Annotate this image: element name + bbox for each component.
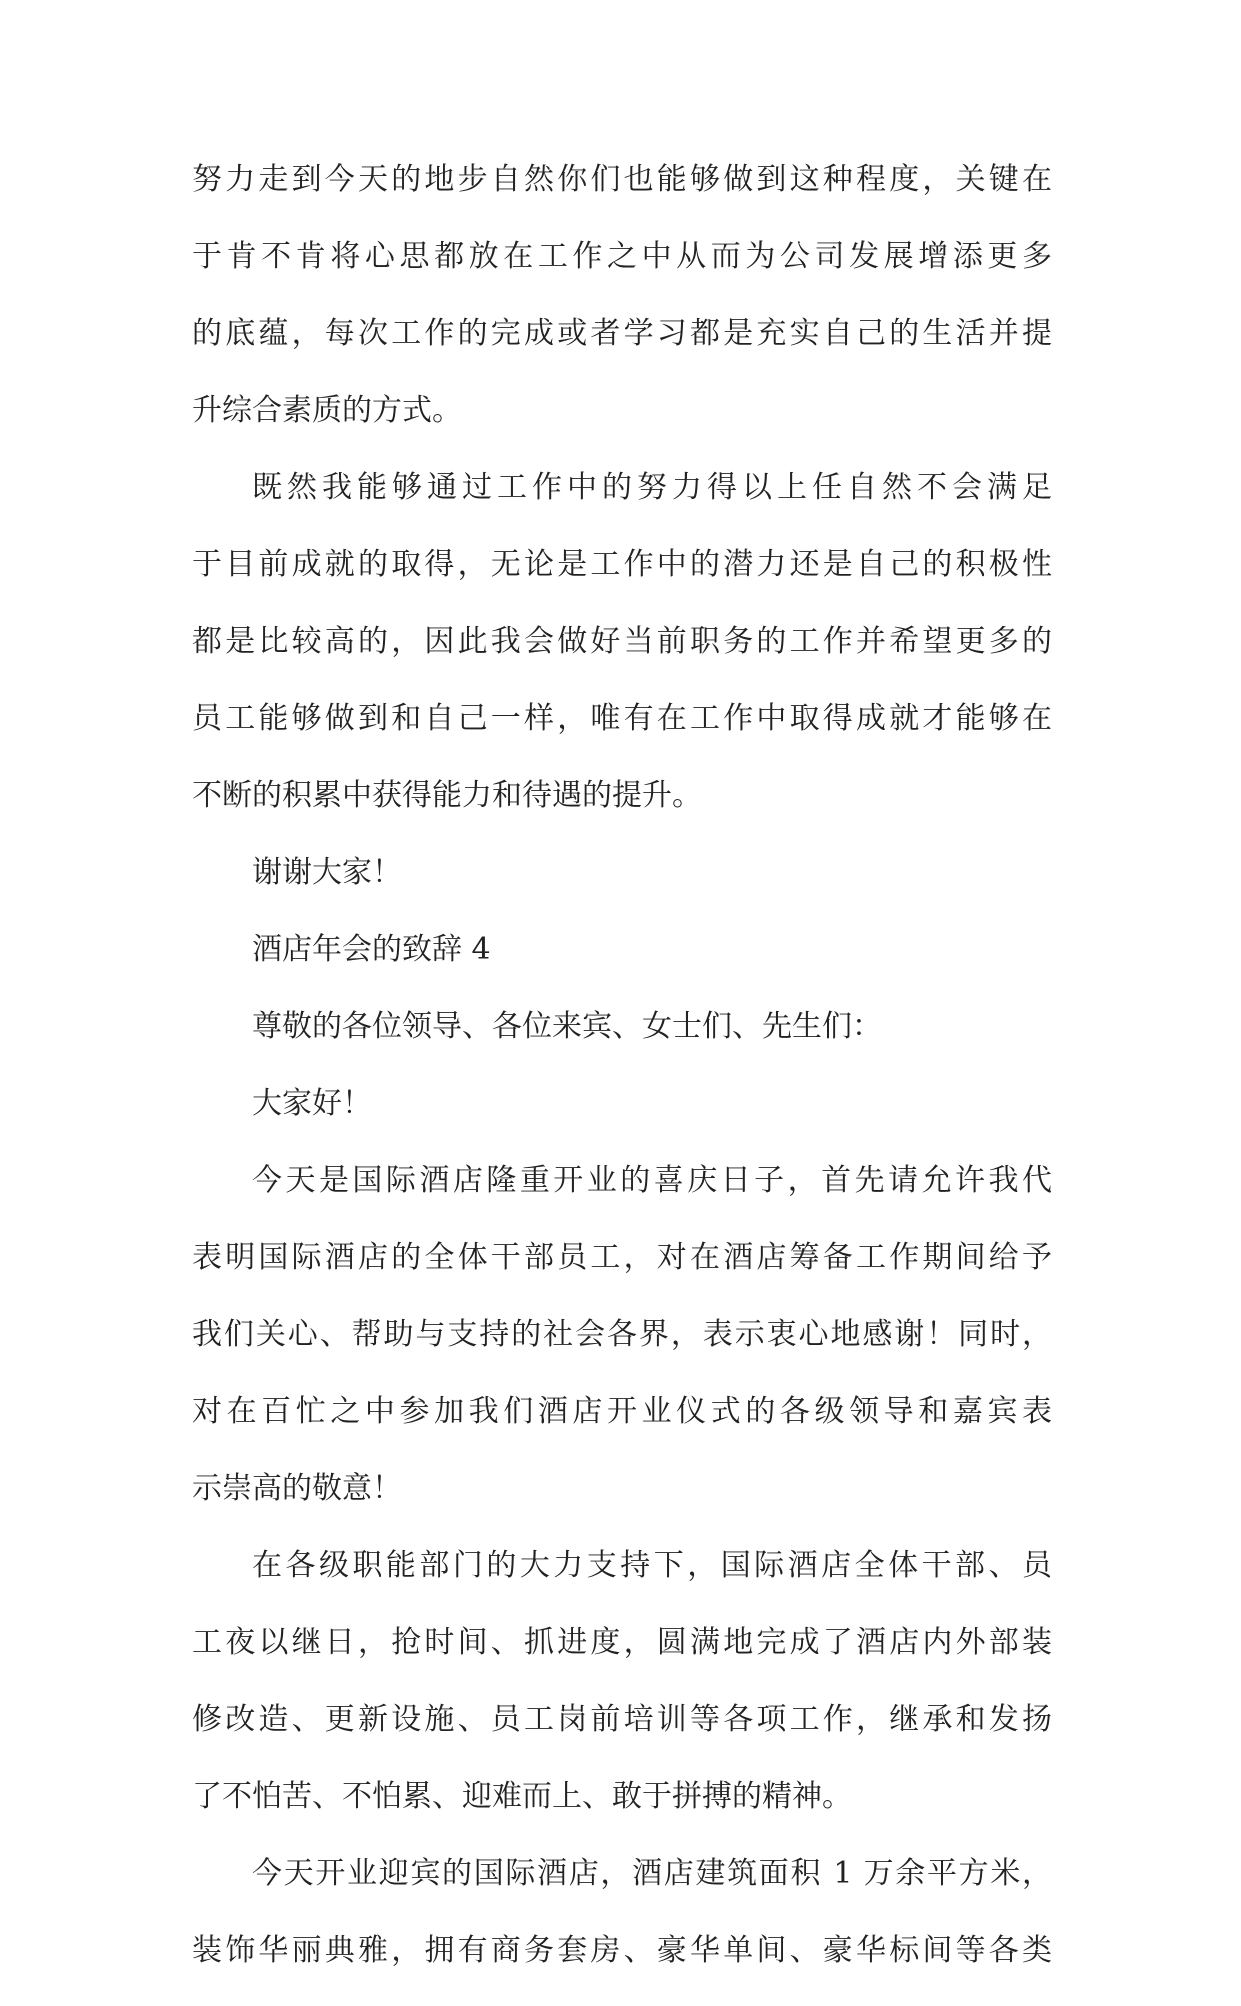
text-line: 修改造、更新设施、员工岗前培训等各项工作，继承和发扬 — [192, 1702, 1052, 1737]
paragraph-start-line: 在各级职能部门的大力支持下，国际酒店全体干部、员 — [252, 1548, 1052, 1583]
text-line: 不断的积累中获得能力和待遇的提升。 — [192, 778, 702, 813]
text-line: 表明国际酒店的全体干部员工，对在酒店筹备工作期间给予 — [192, 1240, 1052, 1275]
text-line: 示崇高的敬意！ — [192, 1471, 402, 1506]
text-line: 升综合素质的方式。 — [192, 393, 462, 428]
text-line: 的底蕴，每次工作的完成或者学习都是充实自己的生活并提 — [192, 316, 1052, 351]
text-line: 了不怕苦、不怕累、迎难而上、敢于拼搏的精神。 — [192, 1779, 852, 1814]
salutation-line: 尊敬的各位领导、各位来宾、女士们、先生们： — [252, 1009, 882, 1044]
paragraph-start-line: 今天是国际酒店隆重开业的喜庆日子，首先请允许我代 — [252, 1163, 1052, 1198]
text-line: 员工能够做到和自己一样，唯有在工作中取得成就才能够在 — [192, 701, 1052, 736]
greeting-line: 大家好！ — [252, 1086, 372, 1121]
paragraph-start-line: 既然我能够通过工作中的努力得以上任自然不会满足 — [252, 470, 1052, 505]
text-line: 我们关心、帮助与支持的社会各界，表示衷心地感谢！同时， — [192, 1317, 1052, 1352]
text-line: 装饰华丽典雅，拥有商务套房、豪华单间、豪华标间等各类 — [192, 1933, 1052, 1968]
text-line: 于目前成就的取得，无论是工作中的潜力还是自己的积极性 — [192, 547, 1052, 582]
text-line: 努力走到今天的地步自然你们也能够做到这种程度，关键在 — [192, 162, 1052, 197]
text-line: 对在百忙之中参加我们酒店开业仪式的各级领导和嘉宾表 — [192, 1394, 1052, 1429]
text-line: 工夜以继日，抢时间、抓进度，圆满地完成了酒店内外部装 — [192, 1625, 1052, 1660]
document-body — [192, 158, 1052, 2006]
paragraph-start-line: 今天开业迎宾的国际酒店，酒店建筑面积 1 万余平方米， — [252, 1856, 1052, 1891]
text-line: 于肯不肯将心思都放在工作之中从而为公司发展增添更多 — [192, 239, 1052, 274]
text-line: 都是比较高的，因此我会做好当前职务的工作并希望更多的 — [192, 624, 1052, 659]
closing-line: 谢谢大家！ — [252, 855, 402, 890]
section-title: 酒店年会的致辞 4 — [252, 932, 491, 967]
